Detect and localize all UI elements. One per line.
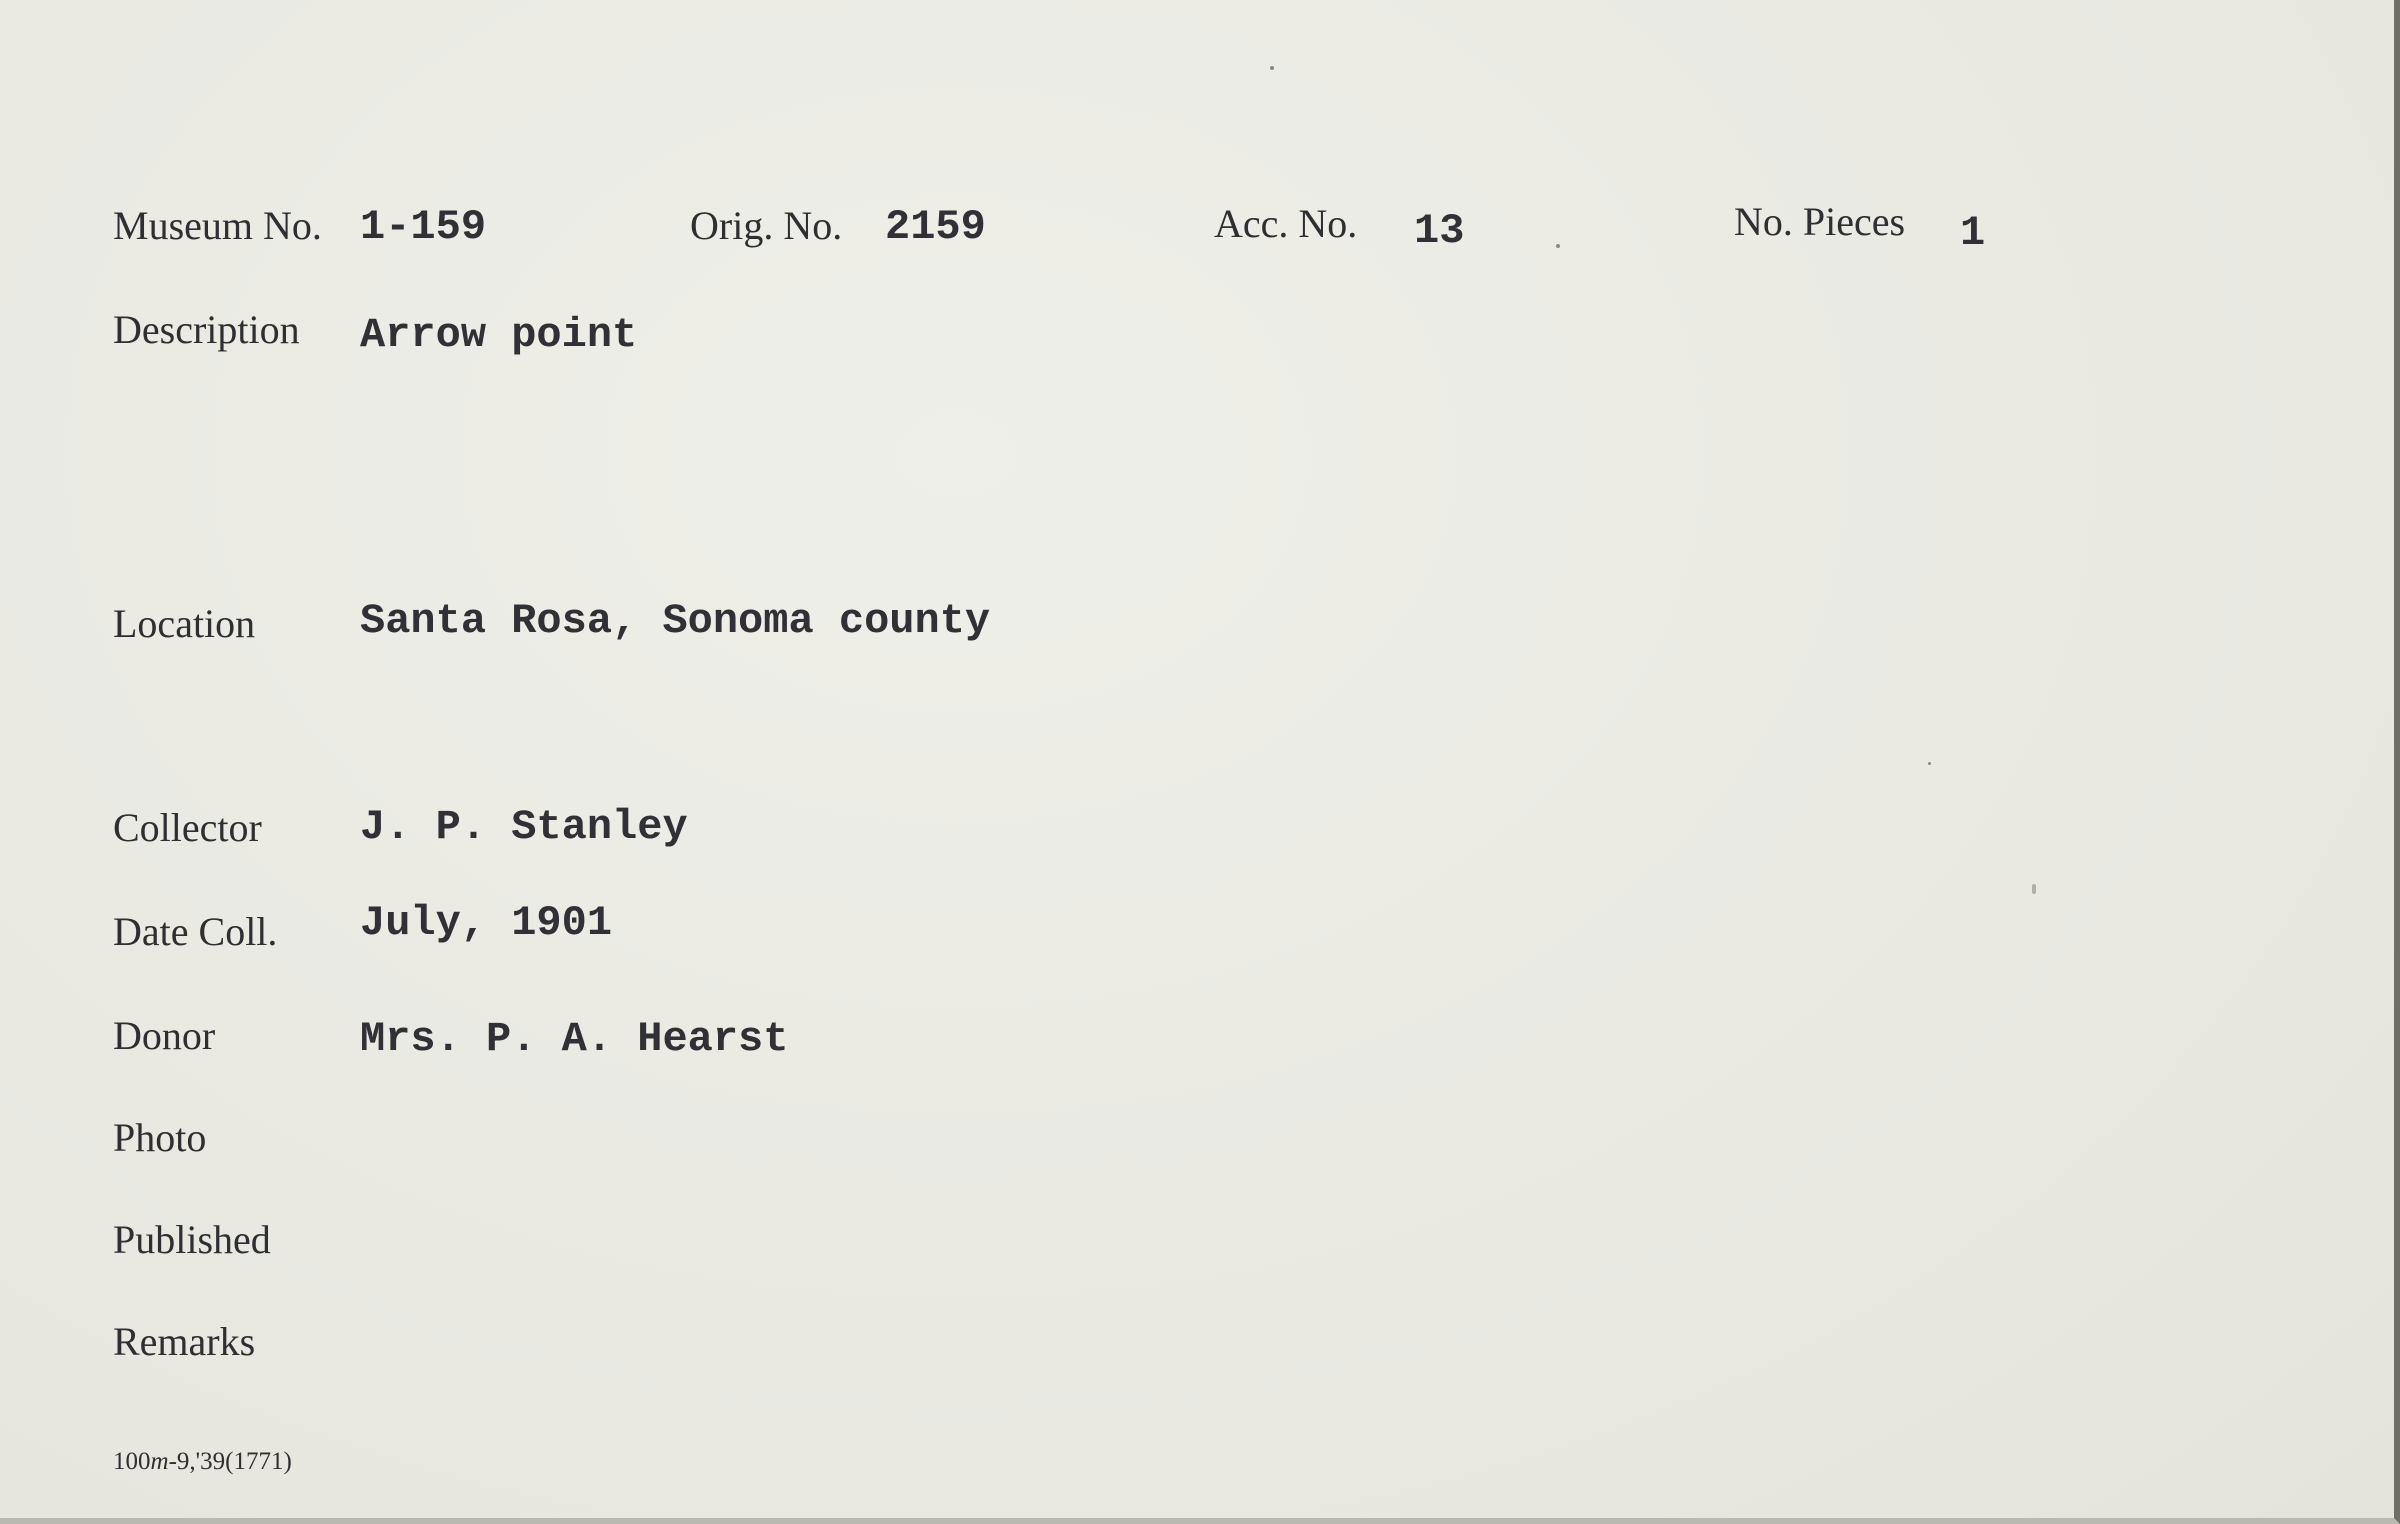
description-value: Arrow point <box>360 311 638 359</box>
no-pieces-value: 1 <box>1960 209 1986 257</box>
collector-label: Collector <box>113 805 262 850</box>
description-label: Description <box>113 307 300 352</box>
donor-value: Mrs. P. A. Hearst <box>360 1015 789 1063</box>
donor-label: Donor <box>113 1013 216 1058</box>
date-coll-label: Date Coll. <box>113 909 278 954</box>
paper-speck <box>1270 66 1274 70</box>
no-pieces-label: No. Pieces <box>1734 199 1906 244</box>
photo-label: Photo <box>113 1115 207 1160</box>
paper-mark <box>2032 884 2036 894</box>
paper-speck <box>1556 244 1560 248</box>
acc-no-label: Acc. No. <box>1214 201 1358 246</box>
remarks-label: Remarks <box>113 1319 256 1364</box>
location-value: Santa Rosa, Sonoma county <box>360 597 991 645</box>
museum-no-label: Museum No. <box>113 203 322 248</box>
paper-speck <box>1928 762 1931 765</box>
location-label: Location <box>113 601 256 646</box>
orig-no-label: Orig. No. <box>690 203 843 248</box>
collector-value: J. P. Stanley <box>360 803 688 851</box>
orig-no-value: 2159 <box>885 203 986 251</box>
acc-no-value: 13 <box>1414 207 1465 255</box>
form-code: 100m-9,'39(1771) <box>113 1448 292 1475</box>
date-coll-value: July, 1901 <box>360 899 613 947</box>
published-label: Published <box>113 1217 271 1262</box>
museum-no-value: 1-159 <box>360 203 487 251</box>
